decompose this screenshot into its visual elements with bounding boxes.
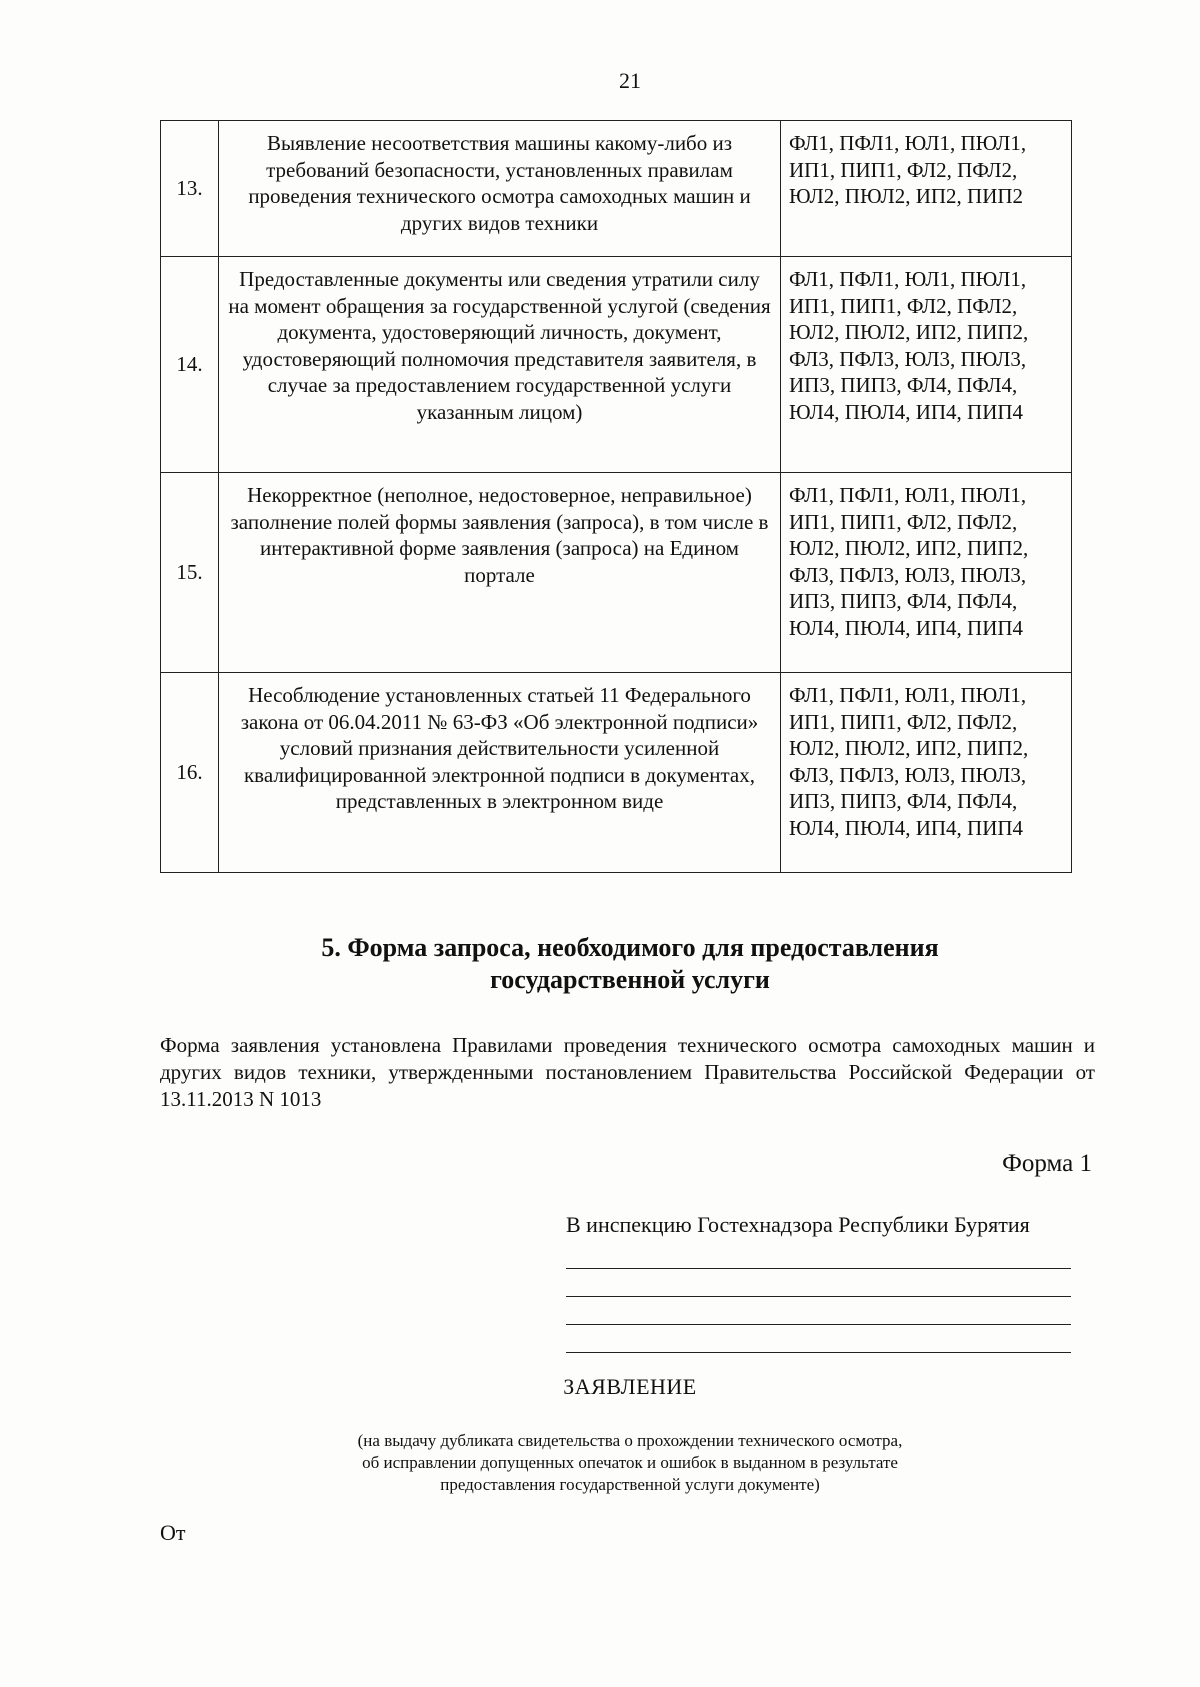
form-label: Форма 1 xyxy=(1002,1150,1092,1177)
row-categories xyxy=(781,121,1072,257)
blank-line xyxy=(566,1296,1071,1297)
row-categories xyxy=(781,473,1072,673)
document-subtitle xyxy=(270,1430,990,1496)
row-description: Предоставленные документы или сведения утратили силу на момент обращения за государственной услугой (сведения документа, удостоверяющий личность, документ, удостоверяющий полномочия представителя заявителя, в случае за предоставлением государственной услуги указанным лицом) xyxy=(219,257,781,473)
table-row xyxy=(161,257,1072,473)
addressee-line: В инспекцию Гостехнадзора Республики Бурятия xyxy=(566,1212,1030,1237)
category-line: ЮЛ4, ПЮЛ4, ИП4, ПИП4 xyxy=(789,615,1024,640)
category-line: ЮЛ2, ПЮЛ2, ИП2, ПИП2 xyxy=(789,184,1024,208)
category-line: ЮЛ4, ПЮЛ4, ИП4, ПИП4 xyxy=(789,815,1024,840)
category-line: ЮЛ2, ПЮЛ2, ИП2, ПИП2, xyxy=(789,320,1029,344)
category-line: ФЛ1, ПФЛ1, ЮЛ1, ПЮЛ1, xyxy=(789,483,1027,507)
section-title-line: 5. Форма запроса, необходимого для предоставления xyxy=(321,933,939,962)
category-line: ИП3, ПИП3, ФЛ4, ПФЛ4, xyxy=(789,589,1018,613)
row-description: Выявление несоответствия машины какому-либо из требований безопасности, установленных правилам проведения технического осмотра самоходных машин и других видов техники xyxy=(219,121,781,257)
row-number: 13. xyxy=(161,121,219,257)
blank-line xyxy=(566,1324,1071,1325)
row-description: Некорректное (неполное, недостоверное, неправильное) заполнение полей формы заявления (запроса), в том числе в интерактивной форме заявления (запроса) на Едином портале xyxy=(219,473,781,673)
table-row xyxy=(161,673,1072,873)
section-intro-paragraph: Форма заявления установлена Правилами проведения технического осмотра самоходных машин и других видов техники, утвержденными постановлением Правительства Российской Федерации от 13.11.2013 N 1013 xyxy=(160,1033,1095,1111)
row-categories xyxy=(781,257,1072,473)
row-number: 16. xyxy=(161,673,219,873)
category-line: ФЛ3, ПФЛ3, ЮЛ3, ПЮЛ3, xyxy=(789,562,1027,587)
blank-line xyxy=(566,1268,1071,1269)
subtitle-line: предоставления государственной услуги документе) xyxy=(440,1475,820,1494)
refusal-grounds-table xyxy=(160,120,1072,873)
section-title xyxy=(260,932,1000,996)
category-line: ЮЛ4, ПЮЛ4, ИП4, ПИП4 xyxy=(789,399,1024,424)
section-title-line: государственной услуги xyxy=(490,965,770,994)
document-title: ЗАЯВЛЕНИЕ xyxy=(563,1374,697,1399)
row-description: Несоблюдение установленных статьей 11 Федерального закона от 06.04.2011 № 63-ФЗ «Об электронной подписи» условий признания действительности усиленной квалифицированной электронной подписи в документах, представленных в электронном виде xyxy=(219,673,781,873)
from-label: От xyxy=(160,1520,186,1545)
row-categories xyxy=(781,673,1072,873)
category-line: ФЛ3, ПФЛ3, ЮЛ3, ПЮЛ3, xyxy=(789,346,1027,371)
category-line: ИП1, ПИП1, ФЛ2, ПФЛ2, xyxy=(789,509,1018,534)
category-line: ЮЛ2, ПЮЛ2, ИП2, ПИП2, xyxy=(789,736,1029,760)
category-line: ИП3, ПИП3, ФЛ4, ПФЛ4, xyxy=(789,373,1018,397)
category-line: ИП1, ПИП1, ФЛ2, ПФЛ2, xyxy=(789,157,1018,182)
page-number: 21 xyxy=(619,68,641,93)
row-number: 14. xyxy=(161,257,219,473)
category-line: ФЛ1, ПФЛ1, ЮЛ1, ПЮЛ1, xyxy=(789,267,1027,291)
subtitle-line: (на выдачу дубликата свидетельства о прохождении технического осмотра, xyxy=(357,1431,903,1450)
category-line: ИП1, ПИП1, ФЛ2, ПФЛ2, xyxy=(789,293,1018,318)
blank-line xyxy=(566,1352,1071,1353)
category-line: ЮЛ2, ПЮЛ2, ИП2, ПИП2, xyxy=(789,536,1029,560)
category-line: ФЛ1, ПФЛ1, ЮЛ1, ПЮЛ1, xyxy=(789,683,1027,707)
row-number: 15. xyxy=(161,473,219,673)
table-row xyxy=(161,473,1072,673)
table-row xyxy=(161,121,1072,257)
category-line: ФЛ1, ПФЛ1, ЮЛ1, ПЮЛ1, xyxy=(789,131,1027,155)
category-line: ИП3, ПИП3, ФЛ4, ПФЛ4, xyxy=(789,789,1018,813)
subtitle-line: об исправлении допущенных опечаток и ошибок в выданном в результате xyxy=(362,1453,898,1472)
category-line: ФЛ3, ПФЛ3, ЮЛ3, ПЮЛ3, xyxy=(789,762,1027,787)
category-line: ИП1, ПИП1, ФЛ2, ПФЛ2, xyxy=(789,709,1018,734)
